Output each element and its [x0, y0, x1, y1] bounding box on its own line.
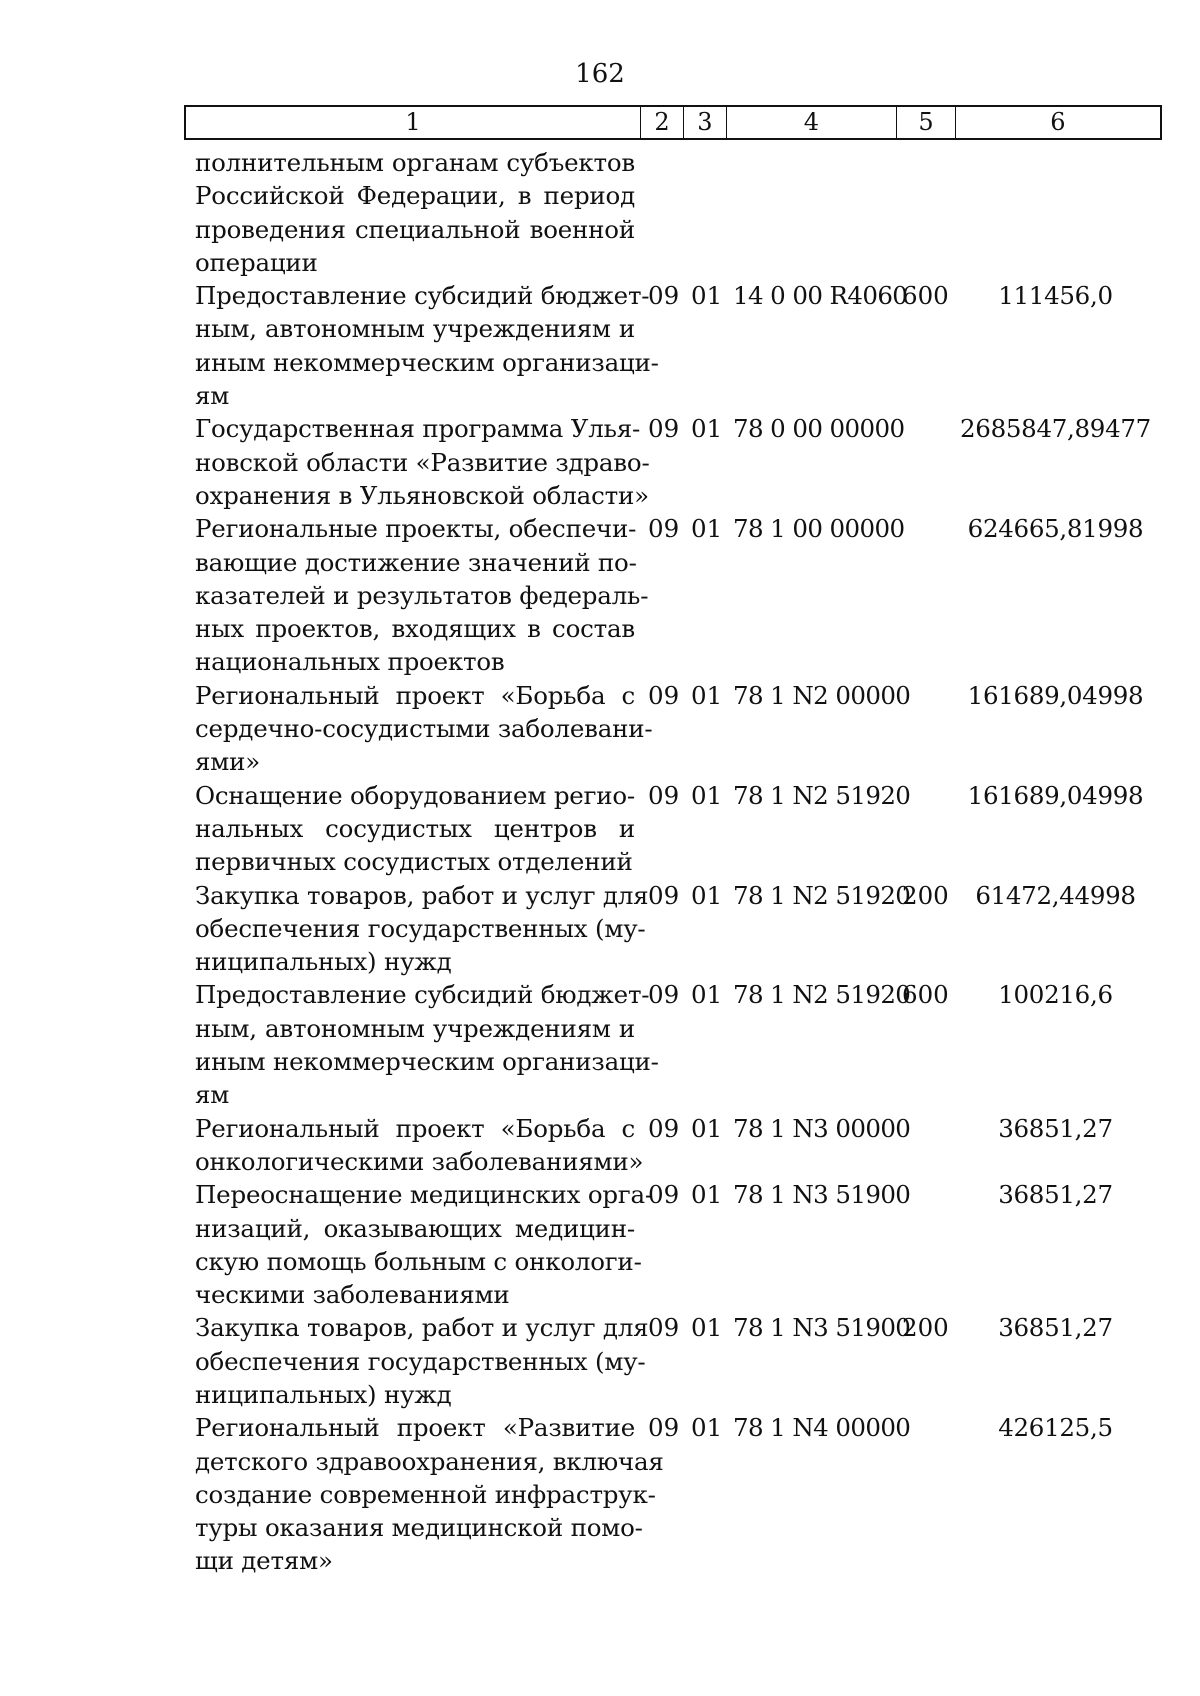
- amount-value: 36851,27: [998, 1113, 1113, 1143]
- description-line: охранения в Ульяновской области»: [195, 480, 649, 510]
- description-line: детского здравоохранения, включая: [195, 1446, 664, 1476]
- section-code: 09: [648, 1113, 680, 1143]
- section-code: 09: [648, 980, 680, 1010]
- table-row: [184, 779, 1162, 879]
- description-line: иным некоммерческим организаци-: [195, 1047, 659, 1077]
- row-codes: [641, 879, 1162, 979]
- description-line: ям: [195, 381, 230, 411]
- table-row: [184, 978, 1162, 1111]
- section-code: 09: [648, 514, 680, 544]
- description-line: национальных проектов: [195, 647, 505, 677]
- table-row: [184, 1311, 1162, 1411]
- amount-value: 161689,04998: [967, 680, 1144, 710]
- row-codes: [641, 679, 1162, 779]
- table-column-header: [184, 105, 1162, 140]
- description-line: щи детям»: [195, 1546, 333, 1576]
- amount-value: 36851,27: [998, 1180, 1113, 1210]
- description-line: Предоставление субсидий бюджет-: [195, 980, 650, 1010]
- row-description: [184, 412, 650, 512]
- description-line: новской области «Развитие здраво-: [195, 447, 650, 477]
- description-line: иным некоммерческим организаци-: [195, 347, 659, 377]
- subsection-code: 01: [691, 1313, 723, 1343]
- target-article-code: 78 1 00 00000: [733, 514, 905, 544]
- expense-type-code: [898, 1411, 957, 1577]
- description-line: Предоставление субсидий бюджет-: [195, 281, 650, 311]
- description-line: нальных сосудистых центров и: [195, 813, 635, 843]
- description-line: создание современной инфраструк-: [195, 1479, 656, 1509]
- description-line: Переоснащение медицинских орга-: [195, 1180, 653, 1210]
- section-code: 09: [648, 680, 680, 710]
- description-line: обеспечения государственных (му-: [195, 1346, 646, 1376]
- target-article-code: 78 1 N3 51900: [733, 1180, 911, 1210]
- column-header-2: 2: [641, 107, 684, 138]
- table-row: [184, 279, 1162, 412]
- row-description: [184, 879, 649, 979]
- description-line: ческими заболеваниями: [195, 1280, 510, 1310]
- description-line: ниципальных) нужд: [195, 947, 452, 977]
- row-codes: [641, 779, 1162, 879]
- description-line: вающие достижение значений по-: [195, 547, 637, 577]
- target-article-code: 14 0 00 R4060: [733, 281, 908, 311]
- expense-type-code: 600: [902, 980, 949, 1010]
- row-codes: [641, 412, 1162, 512]
- row-codes: [641, 146, 1162, 279]
- expense-type-code: [898, 512, 957, 678]
- description-line: Российской Федерации, в период: [195, 181, 635, 211]
- section-code: 09: [648, 880, 680, 910]
- column-header-6: 6: [1050, 108, 1066, 136]
- table-row: [184, 512, 1162, 678]
- description-line: Закупка товаров, работ и услуг для: [195, 880, 649, 910]
- row-description: [184, 779, 641, 879]
- expense-type-code: [898, 679, 957, 779]
- column-header-5: 5: [897, 107, 956, 138]
- expense-type-code: [898, 779, 957, 879]
- description-line: Региональный проект «Борьба с: [195, 680, 635, 710]
- expense-type-code: [898, 412, 957, 512]
- description-line: Оснащение оборудованием регио-: [195, 780, 635, 810]
- row-description: [184, 512, 649, 678]
- amount-value: 111456,0: [998, 281, 1113, 311]
- description-line: низаций, оказывающих медицин-: [195, 1213, 635, 1243]
- column-header-3: 3: [684, 107, 727, 138]
- section-code: [641, 146, 684, 279]
- row-codes: [641, 978, 1162, 1111]
- description-line: скую помощь больным с онкологи-: [195, 1246, 642, 1276]
- expense-type-code: 200: [902, 1313, 949, 1343]
- description-line: Региональные проекты, обеспечи-: [195, 514, 637, 544]
- row-codes: [641, 1411, 1162, 1577]
- table-row: [184, 146, 1162, 279]
- section-code: 09: [648, 780, 680, 810]
- description-line: Региональный проект «Борьба с: [195, 1113, 635, 1143]
- description-line: ями»: [195, 747, 261, 777]
- row-description: [184, 679, 653, 779]
- description-line: ным, автономным учреждениям и: [195, 314, 635, 344]
- target-article-code: [727, 146, 898, 279]
- target-article-code: 78 1 N4 00000: [733, 1413, 911, 1443]
- subsection-code: 01: [691, 414, 723, 444]
- description-line: Государственная программа Улья-: [195, 414, 641, 444]
- amount-value: 61472,44998: [975, 880, 1136, 910]
- subsection-code: 01: [691, 1113, 723, 1143]
- row-description: [184, 1311, 649, 1411]
- row-codes: [641, 1178, 1162, 1311]
- description-line: сердечно-сосудистыми заболевани-: [195, 714, 653, 744]
- row-description: [184, 146, 641, 279]
- table-row: [184, 1112, 1162, 1179]
- column-header-4: 4: [727, 107, 897, 138]
- row-description: [184, 1178, 653, 1311]
- expense-type-code: [898, 146, 957, 279]
- description-line: полнительным органам субъектов: [195, 148, 635, 177]
- table-row: [184, 412, 1162, 512]
- subsection-code: 01: [691, 880, 723, 910]
- description-line: ям: [195, 1080, 230, 1110]
- row-codes: [641, 512, 1162, 678]
- description-line: операции: [195, 247, 318, 277]
- target-article-code: 78 1 N2 00000: [733, 680, 911, 710]
- column-header-1: 1: [186, 107, 641, 138]
- row-description: [184, 1112, 644, 1179]
- subsection-code: 01: [691, 1180, 723, 1210]
- amount-value: 100216,6: [998, 980, 1113, 1010]
- description-line: ным, автономным учреждениям и: [195, 1013, 635, 1043]
- description-line: Закупка товаров, работ и услуг для: [195, 1313, 649, 1343]
- description-line: ниципальных) нужд: [195, 1379, 452, 1409]
- description-line: казателей и результатов федераль-: [195, 580, 649, 610]
- subsection-code: 01: [691, 680, 723, 710]
- row-codes: [641, 1112, 1162, 1179]
- description-line: первичных сосудистых отделений: [195, 847, 633, 877]
- amount-value: 2685847,89477: [960, 414, 1151, 444]
- target-article-code: 78 1 N2 51920: [733, 780, 911, 810]
- row-codes: [641, 279, 1162, 412]
- expense-type-code: [898, 1112, 957, 1179]
- row-description: [184, 978, 659, 1111]
- table-row: [184, 1178, 1162, 1311]
- subsection-code: 01: [691, 780, 723, 810]
- target-article-code: 78 1 N2 51920: [733, 980, 911, 1010]
- row-description: [184, 279, 659, 412]
- section-code: 09: [648, 1180, 680, 1210]
- description-line: проведения специальной военной: [195, 214, 635, 244]
- expense-type-code: [898, 1178, 957, 1311]
- subsection-code: 01: [691, 1413, 723, 1443]
- target-article-code: 78 1 N3 00000: [733, 1113, 911, 1143]
- subsection-code: 01: [691, 514, 723, 544]
- section-code: 09: [648, 281, 680, 311]
- target-article-code: 78 1 N2 51920: [733, 880, 911, 910]
- table-row: [184, 879, 1162, 979]
- table-row: [184, 1411, 1162, 1577]
- subsection-code: [684, 146, 727, 279]
- description-line: Региональный проект «Развитие: [195, 1413, 635, 1443]
- subsection-code: 01: [691, 980, 723, 1010]
- description-line: ных проектов, входящих в состав: [195, 614, 635, 644]
- amount-value: 624665,81998: [967, 514, 1144, 544]
- amount-value: [957, 146, 1162, 279]
- row-codes: [641, 1311, 1162, 1411]
- table-row: [184, 679, 1162, 779]
- description-line: обеспечения государственных (му-: [195, 913, 646, 943]
- amount-value: 426125,5: [998, 1413, 1113, 1443]
- subsection-code: 01: [691, 281, 723, 311]
- expense-type-code: 200: [902, 880, 949, 910]
- section-code: 09: [648, 414, 680, 444]
- description-line: онкологическими заболеваниями»: [195, 1146, 644, 1176]
- section-code: 09: [648, 1413, 680, 1443]
- expense-type-code: 600: [902, 281, 949, 311]
- amount-value: 161689,04998: [967, 780, 1144, 810]
- target-article-code: 78 0 00 00000: [733, 414, 905, 444]
- section-code: 09: [648, 1313, 680, 1343]
- page-number: 162: [575, 59, 625, 89]
- target-article-code: 78 1 N3 51900: [733, 1313, 911, 1343]
- table-body: [184, 146, 1162, 1578]
- description-line: туры оказания медицинской помо-: [195, 1513, 643, 1543]
- amount-value: 36851,27: [998, 1313, 1113, 1343]
